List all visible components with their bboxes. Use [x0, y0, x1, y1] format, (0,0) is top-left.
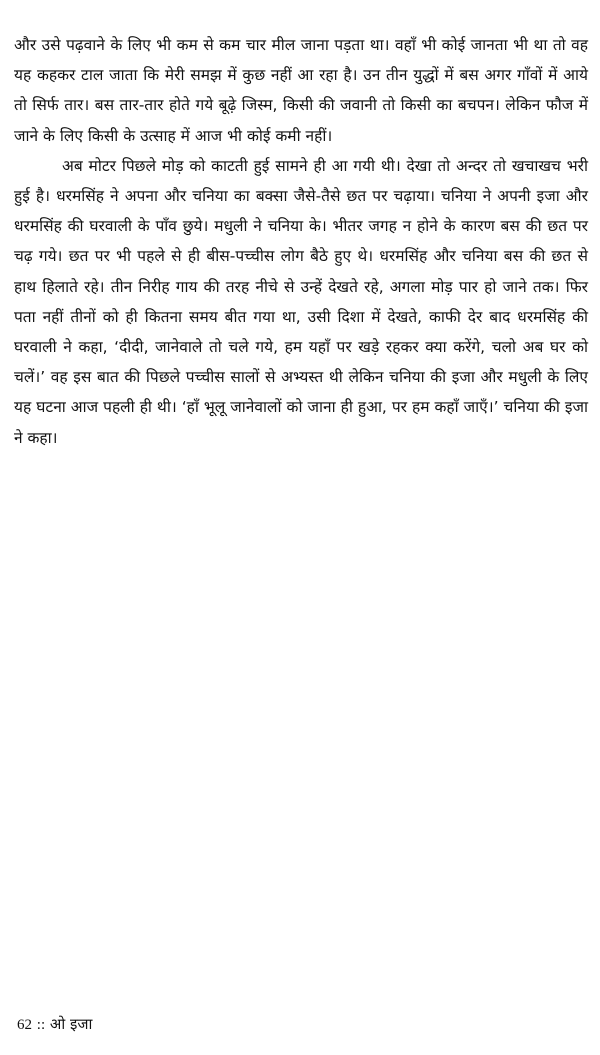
- page-footer: [17, 1014, 92, 1035]
- paragraph: अब मोटर पिछले मोड़ को काटती हुई सामने ही आ गयी थी। देखा तो अन्दर तो खचाखच भरी हुई है। धरमसिंह ने अपना और चनिया का बक्सा जैसे-तैसे छत पर चढ़ाया। चनिया ने अपनी इजा और धरमसिंह की घरवाली के पाँव छुये। मधुली ने चनिया के। भीतर जगह न होने के कारण बस की छत पर चढ़ गये। छत पर भी पहले से ही बीस-पच्चीस लोग बैठे हुए थे। धरमसिंह और चनिया बस की छत से हाथ हिलाते रहे। तीन निरीह गाय की तरह नीचे से उन्हें देखते रहे, अगला मोड़ पार हो जाने तक। फिर पता नहीं तीनों को ही कितना समय बीत गया था, उसी दिशा में देखते, काफी देर बाद धरमसिंह की घरवाली ने कहा, ‘दीदी, जानेवाले तो चले गये, हम यहाँ पर खड़े रहकर क्या करेंगे, चलो अब घर को चलें।’ वह इस बात की पिछले पच्चीस सालों से अभ्यस्त थी लेकिन चनिया की इजा और मधुली के लिए यह घटना आज पहली ही थी। ‘हाँ भूलू जानेवालों को जाना ही हुआ, पर हम कहाँ जाएँ।’ चनिया की इजा ने कहा।: [14, 156, 588, 447]
- body-text: [14, 30, 588, 453]
- page-number: 62: [17, 1017, 32, 1033]
- book-title: ओ इजा: [49, 1015, 93, 1033]
- paragraph-continued: और उसे पढ़वाने के लिए भी कम से कम चार मील जाना पड़ता था। वहाँ भी कोई जानता भी था तो वह यह कहकर टाल जाता कि मेरी समझ में कुछ नहीं आ रहा है। उन तीन युद्धों में बस अगर गाँवों में आये तो सिर्फ तार। बस तार-तार होते गये बूढ़े जिस्म, किसी की जवानी तो किसी का बचपन। लेकिन फौज में जाने के लिए किसी के उत्साह में आज भी कोई कमी नहीं।: [14, 36, 588, 145]
- footer-separator: ::: [36, 1017, 46, 1033]
